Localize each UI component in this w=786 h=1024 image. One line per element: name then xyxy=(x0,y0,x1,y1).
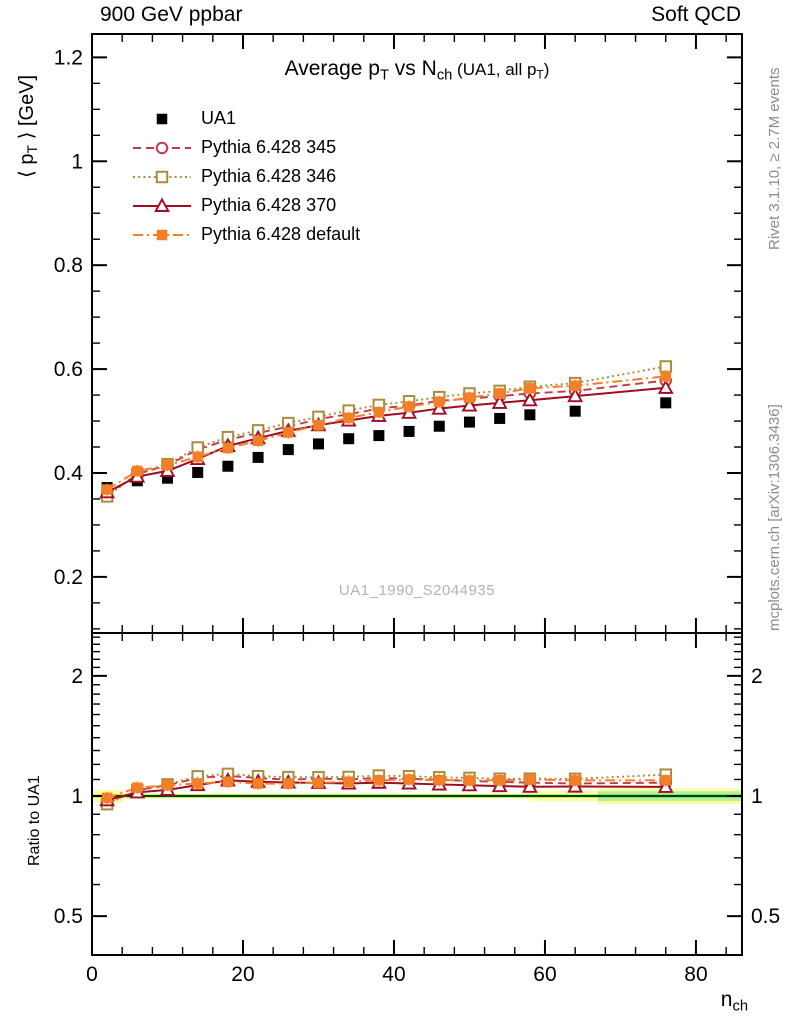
marker-square-filled xyxy=(283,444,294,455)
y-axis-label xyxy=(14,75,40,178)
marker-square-filled xyxy=(661,371,672,382)
marker-square-filled xyxy=(283,427,294,438)
plot-title xyxy=(92,57,742,83)
legend-swatch-pythia-6-428-370 xyxy=(131,195,193,217)
marker-square-filled xyxy=(525,383,536,394)
legend-label: Pythia 6.428 345 xyxy=(201,137,337,157)
marker-square-filled xyxy=(464,417,475,428)
marker-square-filled xyxy=(404,774,415,785)
marker-square-filled xyxy=(343,413,354,424)
marker-square-filled xyxy=(192,452,203,463)
legend-item-pythia-6-428-345 xyxy=(131,133,360,162)
y-tick-label: 0.2 xyxy=(53,565,83,589)
main-series-ua1 xyxy=(102,397,672,493)
ratio-tick-labels xyxy=(54,665,780,986)
x-axis-label-sub: ch xyxy=(732,998,748,1015)
process-group-label: Soft QCD xyxy=(651,3,741,26)
marker-square-filled xyxy=(162,460,173,471)
marker-square-filled xyxy=(102,793,113,804)
series-line xyxy=(107,376,666,489)
marker-square-filled xyxy=(494,388,505,399)
legend-swatch-pythia-6-428-default xyxy=(131,224,193,246)
y-tick-label: 0.8 xyxy=(53,254,83,278)
y-axis-label-units: ⟩ [GeV] xyxy=(16,74,38,145)
x-tick-label: 80 xyxy=(684,963,708,986)
y-tick-label: 1.2 xyxy=(53,46,83,70)
y-tick-label-right: 1 xyxy=(751,785,763,809)
mcplots-attribution-text: mcplots.cern.ch [arXiv:1306.3436] xyxy=(766,404,783,631)
marker-square-filled xyxy=(661,775,672,786)
marker-square-filled xyxy=(313,438,324,449)
ratio-y-axis-label: Ratio to UA1 xyxy=(26,775,43,866)
marker-square-filled xyxy=(253,778,263,789)
legend-item-ua1 xyxy=(131,104,360,133)
y-tick-label: 1 xyxy=(71,785,83,809)
marker-square-filled xyxy=(570,406,581,417)
legend-label: Pythia 6.428 346 xyxy=(201,166,337,186)
marker-square-filled xyxy=(434,421,445,432)
marker-square-filled xyxy=(343,776,354,787)
marker-square-filled xyxy=(374,775,385,786)
y-tick-label: 2 xyxy=(71,664,83,688)
marker-square-filled xyxy=(660,397,671,408)
legend-marker-shape xyxy=(157,171,168,182)
analysis-id-watermark: UA1_1990_S2044935 xyxy=(338,582,496,599)
marker-square-filled xyxy=(524,409,535,420)
marker-square-filled xyxy=(253,436,263,447)
plot-title-text: Average p xyxy=(284,57,380,80)
y-tick-label: 0.4 xyxy=(53,461,83,485)
x-axis-label xyxy=(0,988,748,1014)
marker-square-filled xyxy=(434,775,445,786)
legend-marker-shape xyxy=(157,229,168,240)
series-line xyxy=(107,381,666,496)
x-tick-label: 20 xyxy=(231,963,255,986)
ratio-plot xyxy=(54,633,780,986)
marker-square-filled xyxy=(374,407,385,418)
marker-square-open xyxy=(661,361,672,372)
marker-square-filled xyxy=(570,775,581,786)
marker-square-filled xyxy=(192,467,203,478)
y-tick-label: 0.5 xyxy=(53,905,83,929)
marker-square-filled xyxy=(132,466,143,477)
legend-label: UA1 xyxy=(201,108,237,128)
legend-item-pythia-6-428-default xyxy=(131,220,360,249)
ratio-series-pythia-6-428-346 xyxy=(102,768,671,810)
main-series-pythia-6-428-370 xyxy=(101,381,672,498)
y-axis-label-sub: T xyxy=(24,144,41,154)
legend-marker xyxy=(157,171,168,182)
y-tick-label: 1 xyxy=(71,150,83,174)
legend-item-pythia-6-428-346 xyxy=(131,162,360,191)
x-axis-label-text: n xyxy=(720,988,733,1011)
y-tick-label-right: 0.5 xyxy=(751,905,781,929)
plot-title-paren-sub-t: T xyxy=(536,67,544,82)
plot-title-text: vs N xyxy=(388,57,437,80)
legend-item-pythia-6-428-370 xyxy=(131,191,360,220)
beam-energy-label: 900 GeV ppbar xyxy=(100,3,243,26)
marker-square-filled xyxy=(343,433,354,444)
legend-label: Pythia 6.428 370 xyxy=(201,195,337,215)
legend-marker xyxy=(157,113,168,124)
marker-square-filled xyxy=(102,484,113,495)
x-tick-label: 40 xyxy=(382,963,406,986)
y-axis-label-text: ⟨ p xyxy=(16,153,38,178)
marker-square-filled xyxy=(283,778,294,789)
marker-square-filled xyxy=(222,461,233,472)
marker-square-filled xyxy=(525,774,536,785)
plot-title-paren: (UA1, all p xyxy=(452,60,537,79)
y-tick-label: 0.6 xyxy=(53,358,83,382)
legend xyxy=(131,104,360,249)
legend-marker xyxy=(157,229,168,240)
legend-swatch-ua1 xyxy=(131,108,193,130)
marker-square-filled xyxy=(404,426,415,437)
marker-square-filled xyxy=(404,401,415,412)
plot-title-paren-close: ) xyxy=(543,60,550,79)
rivet-version-text: Rivet 3.1.10, ≥ 2.7M events xyxy=(766,67,783,250)
x-tick-label: 0 xyxy=(86,963,98,986)
marker-square-filled xyxy=(162,780,173,791)
marker-square-filled xyxy=(570,380,581,391)
ratio-series-pythia-6-428-345 xyxy=(102,770,671,809)
marker-square-filled xyxy=(494,413,505,424)
y-tick-label-right: 2 xyxy=(751,664,763,688)
legend-marker-shape xyxy=(157,142,168,153)
legend-marker-shape xyxy=(157,113,168,124)
legend-swatch-pythia-6-428-345 xyxy=(131,137,193,159)
main-series-pythia-6-428-346 xyxy=(102,360,671,502)
marker-square-filled xyxy=(223,443,234,454)
legend-label: Pythia 6.428 default xyxy=(201,224,361,244)
marker-square-filled xyxy=(494,775,505,786)
main-tick-labels xyxy=(54,46,84,589)
marker-square-filled xyxy=(253,452,264,463)
marker-square-filled xyxy=(464,392,475,403)
legend-swatch-pythia-6-428-346 xyxy=(131,166,193,188)
marker-square-filled xyxy=(192,778,203,789)
marker-square-filled xyxy=(223,777,234,788)
marker-square-filled xyxy=(313,420,324,431)
main-series-pythia-6-428-345 xyxy=(102,375,671,502)
legend-marker xyxy=(157,142,168,153)
marker-square-filled xyxy=(464,775,475,786)
marker-square-filled xyxy=(132,782,143,793)
marker-square-filled xyxy=(434,397,445,408)
marker-square-filled xyxy=(313,778,324,789)
marker-square-filled xyxy=(373,430,384,441)
plot-title-sub-t: T xyxy=(379,67,389,84)
plot-title-sub-ch: ch xyxy=(436,67,453,84)
x-tick-label: 60 xyxy=(533,963,557,986)
